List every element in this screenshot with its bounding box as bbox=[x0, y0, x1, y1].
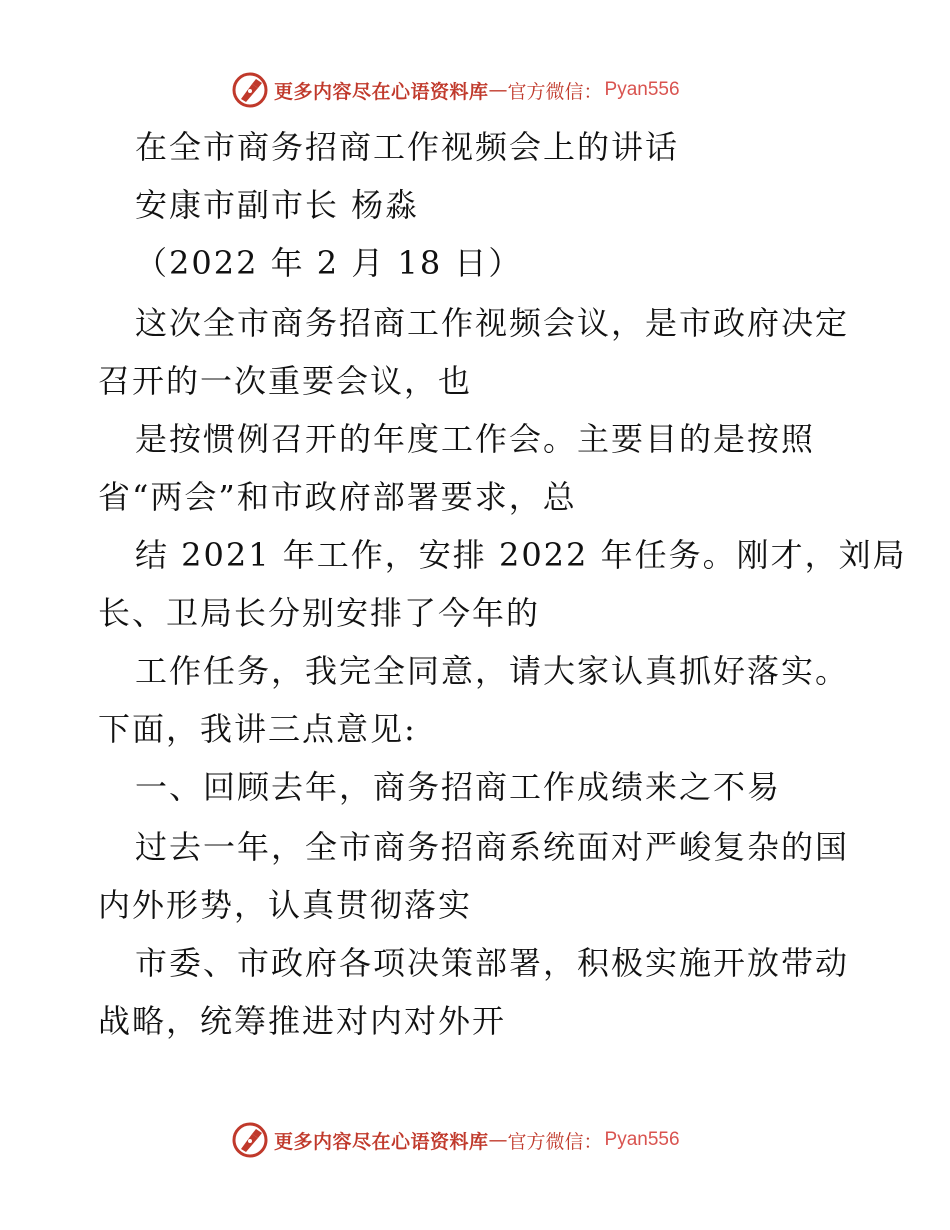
pen-nib-logo-icon bbox=[232, 72, 268, 108]
paragraph-line: 过去一年，全市商务招商系统面对严峻复杂的国 bbox=[135, 828, 850, 866]
document-title: 在全市商务招商工作视频会上的讲话 bbox=[135, 128, 680, 166]
paragraph-line: 战略，统筹推进对内对外开 bbox=[98, 1002, 507, 1040]
watermark-wechat-id: Pyan556 bbox=[604, 1129, 680, 1150]
document-author: 安康市副市长 杨淼 bbox=[135, 186, 420, 224]
footer-watermark bbox=[232, 1122, 680, 1158]
paragraph-line: 工作任务，我完全同意，请大家认真抓好落实。 bbox=[135, 652, 850, 690]
watermark-separator: — bbox=[488, 1129, 508, 1151]
paragraph-line: 召开的一次重要会议，也 bbox=[98, 362, 473, 400]
paragraph-line: 内外形势，认真贯彻落实 bbox=[98, 886, 473, 924]
paragraph-line: 下面，我讲三点意见: bbox=[98, 710, 417, 748]
watermark-wechat-label: 官方微信： bbox=[507, 1130, 603, 1153]
watermark-main-text: 更多内容尽在心语资料库 bbox=[274, 80, 489, 103]
watermark-wechat-label: 官方微信： bbox=[507, 80, 603, 103]
watermark-separator: — bbox=[488, 79, 508, 101]
paragraph-line: 市委、市政府各项决策部署，积极实施开放带动 bbox=[135, 944, 850, 982]
paragraph-line: 这次全市商务招商工作视频会议，是市政府决定 bbox=[135, 304, 850, 342]
section-heading: 一、回顾去年，商务招商工作成绩来之不易 bbox=[135, 768, 782, 806]
paragraph-line: 长、卫局长分别安排了今年的 bbox=[98, 594, 541, 632]
paragraph-line: 是按惯例召开的年度工作会。主要目的是按照 bbox=[135, 420, 816, 458]
watermark-main-text: 更多内容尽在心语资料库 bbox=[274, 1130, 489, 1153]
watermark-wechat-id: Pyan556 bbox=[604, 79, 680, 100]
paragraph-line: 结 2021 年工作，安排 2022 年任务。刚才，刘局 bbox=[135, 536, 907, 574]
document-date: （2022 年 2 月 18 日） bbox=[135, 244, 523, 282]
paragraph-line: 省“两会”和市政府部署要求，总 bbox=[98, 478, 577, 516]
header-watermark bbox=[232, 72, 680, 108]
pen-nib-logo-icon bbox=[232, 1122, 268, 1158]
